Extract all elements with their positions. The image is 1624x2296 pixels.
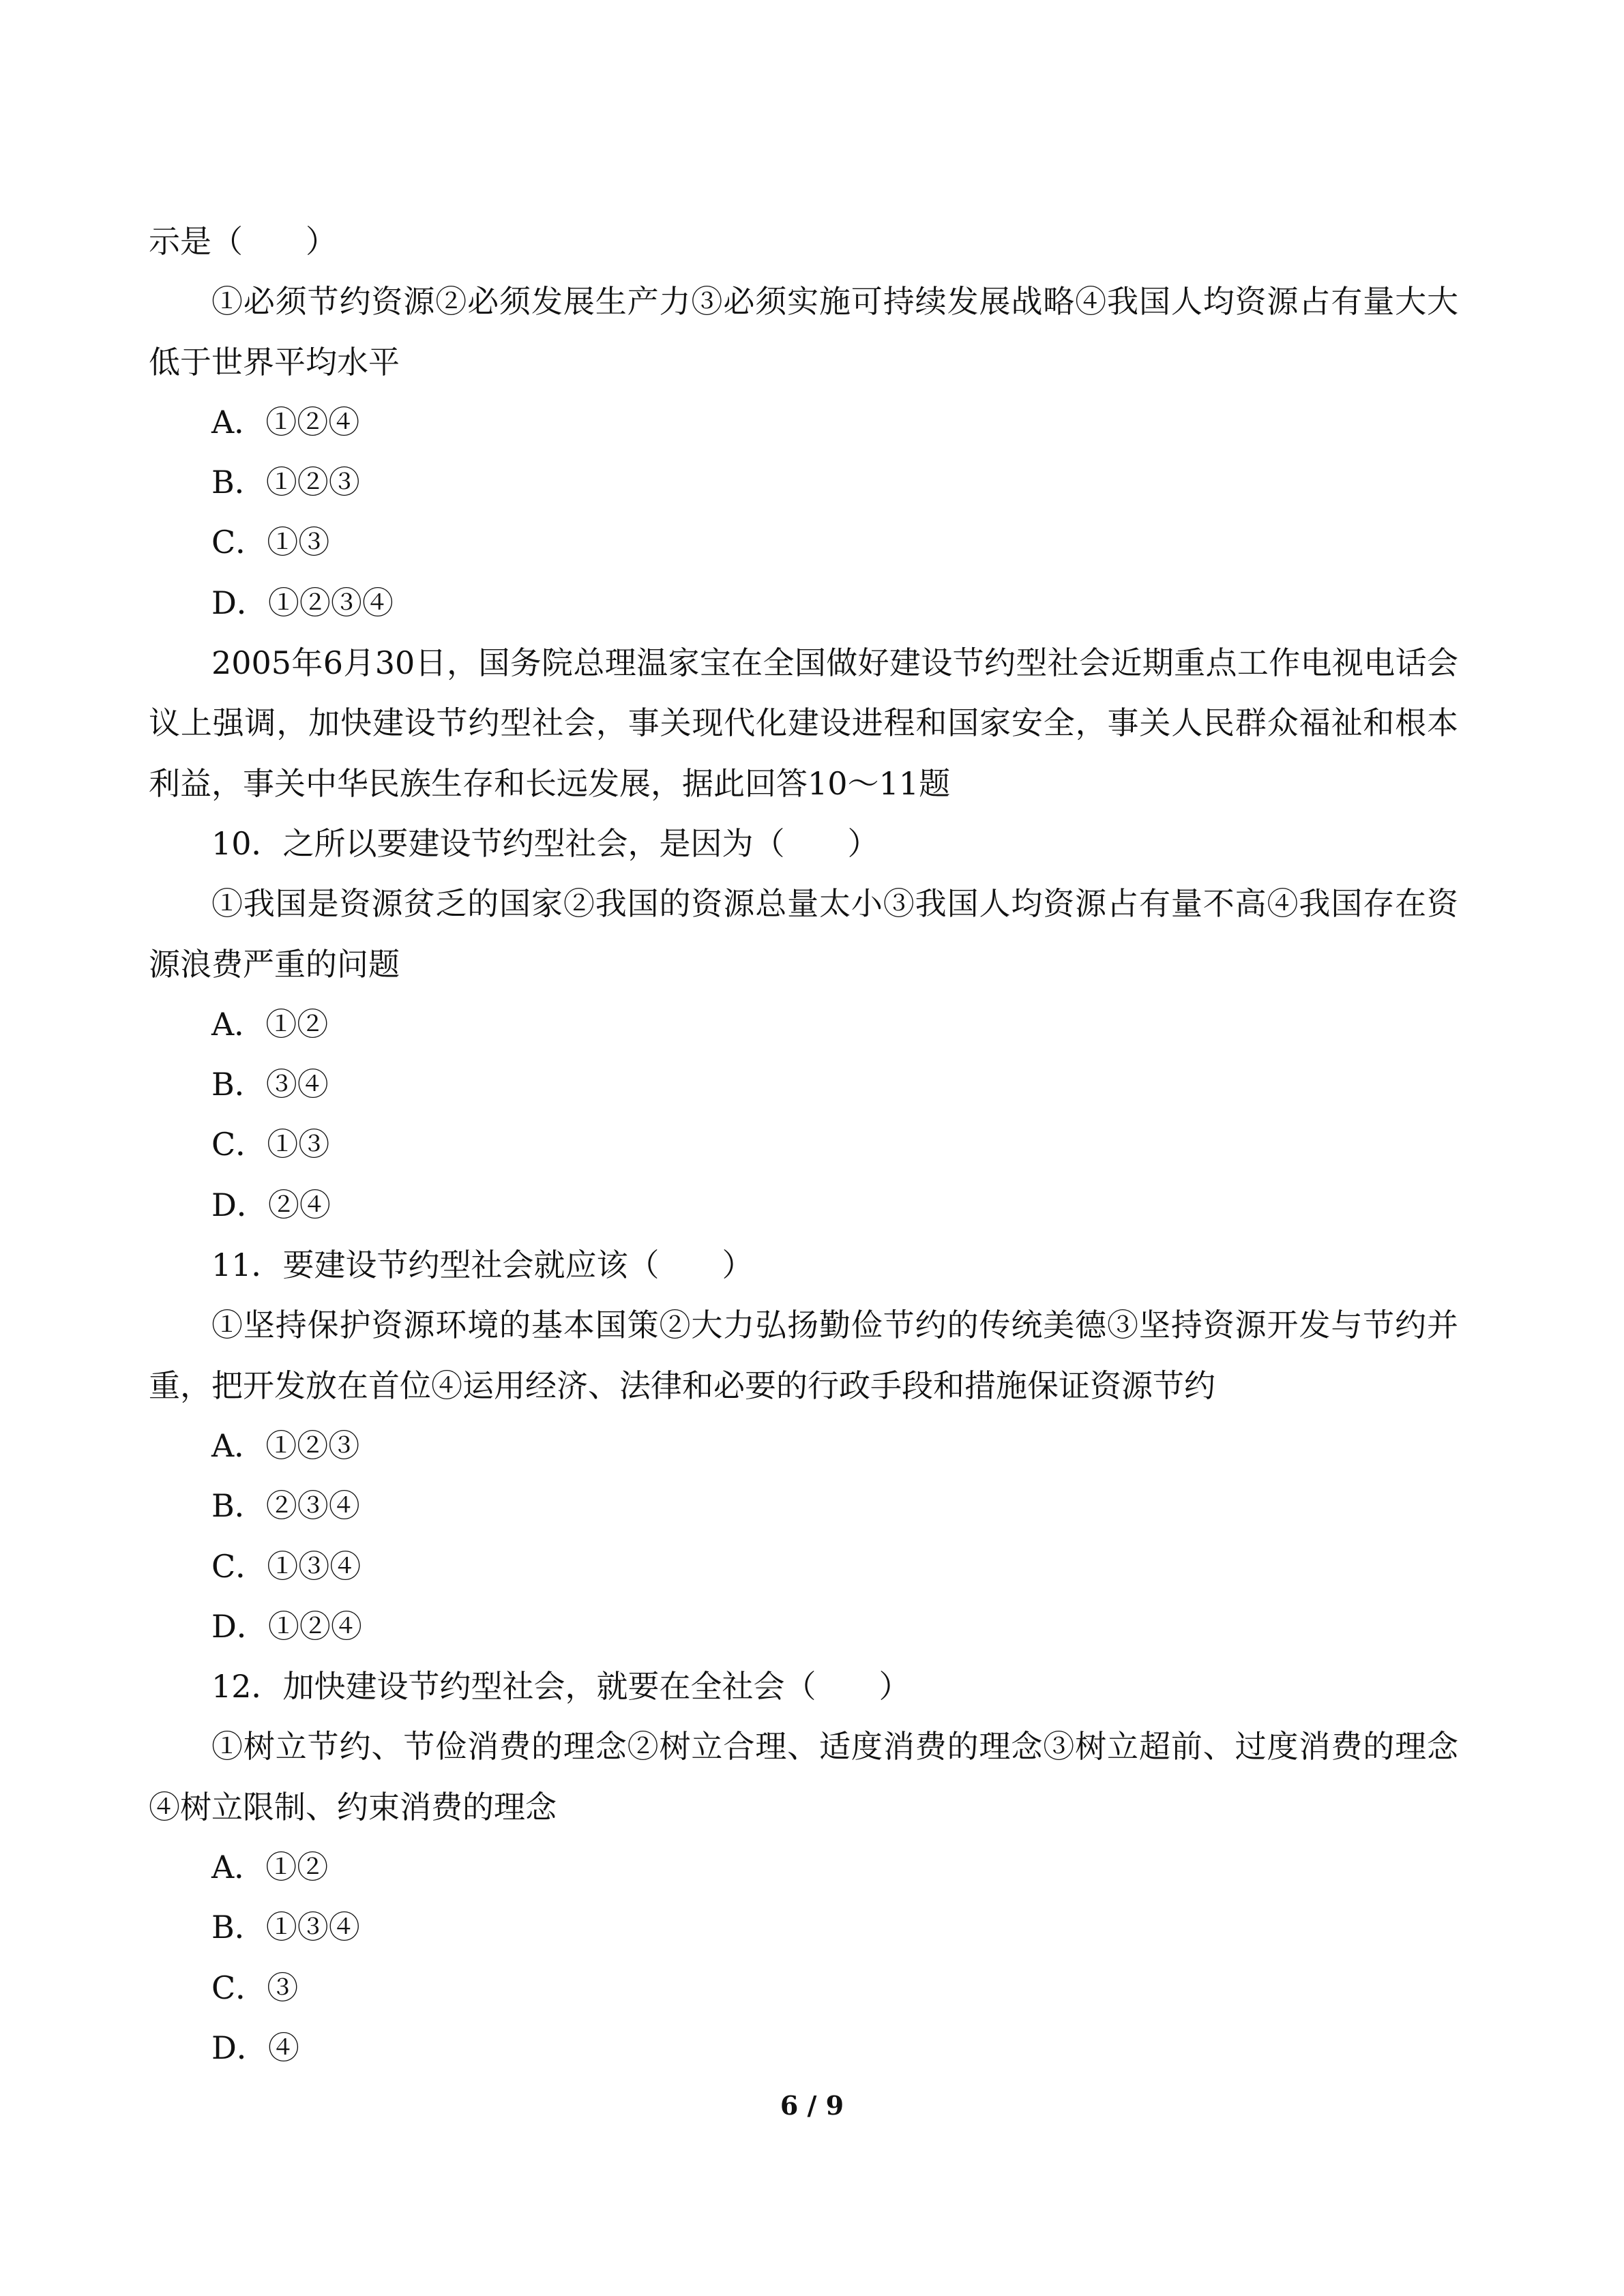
q11-option-d: D．①②④	[211, 1607, 362, 1645]
q10-option-d: D．②④	[211, 1186, 331, 1223]
q9-statements: ①必须节约资源②必须发展生产力③必须实施可持续发展战略④我国人均资源占有量大大低于世界平均水平	[149, 283, 1458, 381]
q11-question: 11．要建设节约型社会就应该（ ）	[211, 1247, 754, 1284]
q11-option-c: C．①③④	[211, 1547, 361, 1585]
q12-option-b: B．①③④	[211, 1909, 360, 1946]
question-stem-continued: 示是（ ）	[149, 223, 337, 260]
reading-passage: 2005年6月30日，国务院总理温家宝在全国做好建设节约型社会近期重点工作电视电话会议上强调，加快建设节约型社会，事关现代化建设进程和国家安全，事关人民群众福祉和根本利益，事关中华民族生存和长远发展，据此回答10～11题	[149, 644, 1458, 802]
q10-option-b: B．③④	[211, 1066, 329, 1103]
q11-statements: ①坚持保护资源环境的基本国策②大力弘扬勤俭节约的传统美德③坚持资源开发与节约并重，把开发放在首位④运用经济、法律和必要的行政手段和措施保证资源节约	[149, 1307, 1458, 1404]
q12-option-a: A．①②	[211, 1849, 329, 1886]
q10-statements: ①我国是资源贫乏的国家②我国的资源总量太小③我国人均资源占有量不高④我国存在资源浪费严重的问题	[149, 885, 1458, 983]
q12-option-d: D．④	[211, 2029, 299, 2066]
q10-option-a: A．①②	[211, 1005, 329, 1043]
q9-option-b: B．①②③	[211, 464, 360, 501]
q12-question: 12．加快建设节约型社会，就要在全社会（ ）	[211, 1668, 911, 1705]
q9-option-a: A．①②④	[211, 403, 360, 441]
q11-option-a: A．①②③	[211, 1427, 360, 1464]
page-content	[149, 211, 1458, 2078]
q11-option-b: B．②③④	[211, 1487, 360, 1525]
q9-option-c: C．①③	[211, 524, 330, 561]
q12-option-c: C．③	[211, 1969, 299, 2006]
page-number: 6 / 9	[780, 2090, 844, 2121]
q12-statements: ①树立节约、节俭消费的理念②树立合理、适度消费的理念③树立超前、过度消费的理念④树立限制、约束消费的理念	[149, 1728, 1458, 1825]
q10-option-c: C．①③	[211, 1126, 330, 1163]
q10-question: 10．之所以要建设节约型社会，是因为（ ）	[211, 824, 879, 862]
q9-option-d: D．①②③④	[211, 584, 394, 621]
